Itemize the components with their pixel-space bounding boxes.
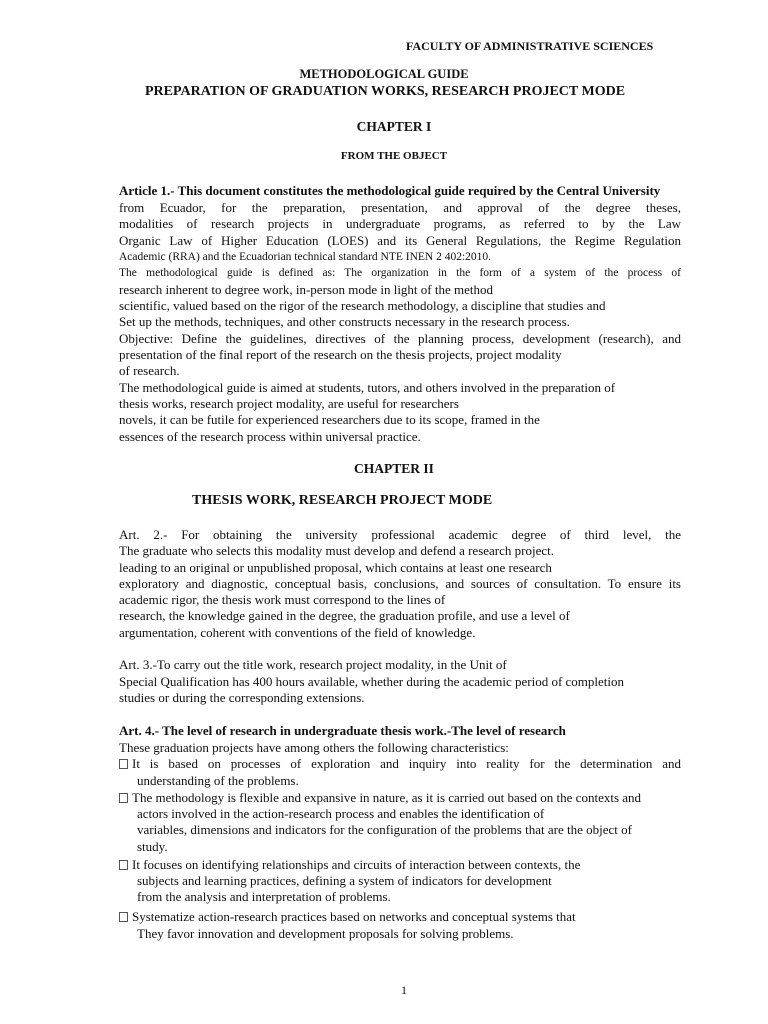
page-number: 1 bbox=[401, 983, 407, 997]
bullet-continuation: understanding of the problems. bbox=[137, 773, 299, 788]
faculty-header: FACULTY OF ADMINISTRATIVE SCIENCES bbox=[406, 39, 654, 53]
paragraph-line: Organic Law of Higher Education (LOES) and its General Regulations, the Regime Regulation bbox=[119, 233, 681, 248]
chapter-2-subtitle: THESIS WORK, RESEARCH PROJECT MODE bbox=[192, 493, 493, 508]
paragraph-line: scientific, valued based on the rigor of the research methodology, a discipline that studies and bbox=[119, 298, 606, 313]
bullet-continuation: actors involved in the action-research process and enables the identification of bbox=[137, 806, 545, 821]
bullet-continuation: subjects and learning practices, defining a system of indicators for development bbox=[137, 873, 552, 888]
paragraph-line: The methodological guide is defined as: The organization in the form of a system of the process of bbox=[119, 267, 681, 279]
bullet-continuation: from the analysis and interpretation of problems. bbox=[137, 889, 391, 904]
paragraph-line: novels, it can be futile for experienced researchers due to its scope, framed in the bbox=[119, 412, 540, 427]
guide-subtitle: PREPARATION OF GRADUATION WORKS, RESEARCH PROJECT MODE bbox=[145, 84, 626, 99]
paragraph-line: argumentation, coherent with conventions of the field of knowledge. bbox=[119, 625, 476, 640]
bullet-continuation: study. bbox=[137, 839, 168, 854]
paragraph-line: academic rigor, the thesis work must correspond to the lines of bbox=[119, 592, 446, 607]
article-1-heading: Article 1.- This document constitutes the methodological guide required by the Central University bbox=[119, 183, 661, 198]
paragraph-line: Art. 2.- For obtaining the university professional academic degree of third level, the bbox=[119, 527, 681, 542]
paragraph-line: presentation of the final report of the research on the thesis projects, project modality bbox=[119, 347, 562, 362]
paragraph-line: Special Qualification has 400 hours available, whether during the academic period of completion bbox=[119, 674, 625, 689]
paragraph-line: Objective: Define the guidelines, directives of the planning process, development (research), and bbox=[119, 331, 681, 346]
paragraph-line: Set up the methods, techniques, and other constructs necessary in the research process. bbox=[119, 314, 570, 329]
paragraph-line: essences of the research process within universal practice. bbox=[119, 429, 421, 444]
paragraph-line: The graduate who selects this modality must develop and defend a research project. bbox=[119, 543, 554, 558]
paragraph-line: studies or during the corresponding extensions. bbox=[119, 690, 365, 705]
bullet-continuation: They favor innovation and development proposals for solving problems. bbox=[137, 926, 514, 941]
bullet-box-icon bbox=[119, 759, 128, 769]
paragraph-line: leading to an original or unpublished proposal, which contains at least one research bbox=[119, 560, 552, 575]
chapter-1-subtitle: FROM THE OBJECT bbox=[340, 150, 448, 162]
guide-title: METHODOLOGICAL GUIDE bbox=[299, 67, 469, 81]
paragraph-line: research inherent to degree work, in-person mode in light of the method bbox=[119, 282, 493, 297]
bullet-item: It is based on processes of exploration and inquiry into reality for the determination and bbox=[119, 756, 681, 772]
bullet-item: Systematize action-research practices based on networks and conceptual systems that bbox=[119, 909, 681, 925]
bullet-item: The methodology is flexible and expansive in nature, as it is carried out based on the contexts and bbox=[119, 790, 681, 806]
paragraph-line: Art. 3.-To carry out the title work, research project modality, in the Unit of bbox=[119, 657, 507, 672]
bullet-item: It focuses on identifying relationships and circuits of interaction between contexts, the bbox=[119, 857, 681, 873]
bullet-box-icon bbox=[119, 860, 128, 870]
article-4-heading: Art. 4.- The level of research in undergraduate thesis work.-The level of research bbox=[119, 723, 566, 738]
bullet-continuation: variables, dimensions and indicators for the configuration of the problems that are the object of bbox=[137, 822, 632, 837]
chapter-2-title: CHAPTER II bbox=[354, 461, 434, 476]
paragraph-line: from Ecuador, for the preparation, presentation, and approval of the degree theses, bbox=[119, 200, 681, 215]
paragraph-line: These graduation projects have among others the following characteristics: bbox=[119, 740, 509, 755]
bullet-box-icon bbox=[119, 912, 128, 922]
paragraph-line: of research. bbox=[119, 363, 180, 378]
paragraph-line: modalities of research projects in undergraduate programs, as referred to by the Law bbox=[119, 216, 681, 231]
paragraph-line: thesis works, research project modality, are useful for researchers bbox=[119, 396, 459, 411]
chapter-1-title: CHAPTER I bbox=[356, 119, 432, 134]
paragraph-line: Academic (RRA) and the Ecuadorian technical standard NTE INEN 2 402:2010. bbox=[119, 251, 492, 263]
bullet-box-icon bbox=[119, 793, 128, 803]
paragraph-line: exploratory and diagnostic, conceptual basis, conclusions, and sources of consultation. To ensure its bbox=[119, 576, 681, 591]
paragraph-line: research, the knowledge gained in the degree, the graduation profile, and use a level of bbox=[119, 608, 570, 623]
paragraph-line: The methodological guide is aimed at students, tutors, and others involved in the preparation of bbox=[119, 380, 616, 395]
